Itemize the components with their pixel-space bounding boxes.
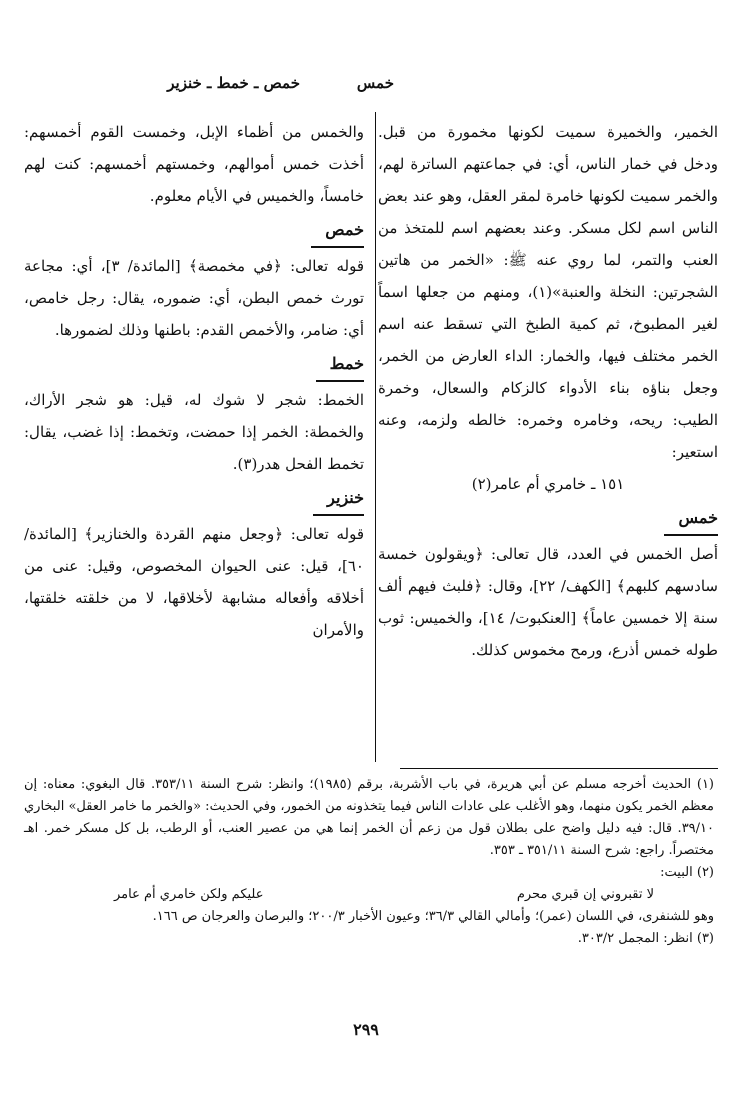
page-number: ٢٩٩ [353,1020,379,1039]
footnote-1: (١) الحديث أخرجه مسلم عن أبي هريرة، في باب الأشربة، برقم (١٩٨٥)؛ وانظر: شرح السنة ٣٥٣/١١. قال البغوي: معناه: إن معظم الخمر يكون منهما، وهو الأغلب على عادات الناس فيما يتخذونه من الخمور، وفي الحديث: «والخمر ما خامر العقل» البخاري ٣٩/١٠. قال: فيه دليل واضح على بطلان قول من زعم أن الخمر إنما هي من عصير العنب، أو الرطب، بل كل مسكر خمر. اهـ مختصراً. راجع: شرح السنة ٣٥١/١١ ـ ٣٥٣. [24,777,714,858]
running-header-right: خمس [356,74,394,92]
footnote-3: (٣) انظر: المجمل ٣٠٣/٢. [577,931,714,946]
section-heading-khams: خمس [664,502,718,536]
section-heading-khams-2: خمص [311,214,364,248]
paragraph-khamt: الخمط: شجر لا شوك له، قيل: هو شجر الأراك، والخمطة: الخمر إذا حمضت، وتخمط: إذا غضب، يقال: تخمط الفحل هدر(٣). [24,391,364,473]
paragraph-khamr: الخمير، والخميرة سميت لكونها مخمورة من قبل. ودخل في خمار الناس، أي: في جماعتهم الساترة لهم، والخمر سميت لكونها خامرة لمقر العقل، وهو عند بعض الناس اسم لكل مسكر. وعند بعضهم اسم للمتخذ من العنب والتمر، لما روي عنه ﷺ: «الخمر من هاتين الشجرتين: النخلة والعنبة»(١)، ومنهم من جعلها اسماً لغير المطبوخ، ثم كمية الطبخ التي تسقط عنه اسم الخمر مختلف فيها، والخمار: الداء العارض من الخمر، وجعل بناؤه بناء الأدواء كالزكام والسعال، وخمرة الطيب: ريحه، وخامره وخمره: خالطه ولزمه، وعنه استعير: [378,123,718,461]
footnotes [24,774,714,950]
column-divider [375,112,376,762]
paragraph-khams-2: قوله تعالى: ﴿في مخمصة﴾ [المائدة/ ٣]، أي: مجاعة تورث خمص البطن، أي: ضموره، يقال: رجل خامص، أي: ضامر، والأخمص القدم: باطنها وذلك لضمورها. [24,257,364,339]
footnote-2-label: (٢) البيت: [660,865,714,880]
right-column [378,116,718,666]
running-header-left: خمص ـ خمط ـ خنزير [167,74,300,92]
section-heading-khamt: خمط [316,348,364,382]
poem-hemistich-1: لا تقبروني إن قبري محرم [516,887,654,902]
verse-151: ١٥١ ـ خامري أم عامر(٢) [471,475,625,493]
paragraph-khams: أصل الخمس في العدد، قال تعالى: ﴿ويقولون خمسة سادسهم كلبهم﴾ [الكهف/ ٢٢]، وقال: ﴿فلبث فيهم ألف سنة إلا خمسين عاماً﴾ [العنكبوت/ ١٤]، والخميس: ثوب طوله خمس أذرع، ورمح مخموس كذلك. [378,545,718,659]
paragraph-khams-cont: والخمس من أظماء الإبل، وخمست القوم أخمسهم: أخذت خمس أموالهم، وخمستهم أخمسهم: كنت لهم خامساً، والخميس في الأيام معلوم. [24,123,364,205]
left-column [24,116,364,646]
footnote-rule [400,768,718,769]
section-heading-khinzir: خنزير [313,482,364,516]
footnote-poem [24,884,714,906]
paragraph-khinzir: قوله تعالى: ﴿وجعل منهم القردة والخنازير﴾ [المائدة/ ٦٠]، قيل: عنى الحيوان المخصوص، وقيل: عنى من أخلاقه وأفعاله مشابهة لأخلاقها، لا من خلقته خلقتها، والأمران [24,525,364,639]
poem-hemistich-2: عليكم ولكن خامري أم عامر [114,887,264,902]
footnote-2-text: وهو للشنفرى، في اللسان (عمر)؛ وأمالي القالي ٣٦/٣؛ وعيون الأخبار ٢٠٠/٣؛ والبرصان والعرجان ص ١٦٦. [152,909,714,924]
